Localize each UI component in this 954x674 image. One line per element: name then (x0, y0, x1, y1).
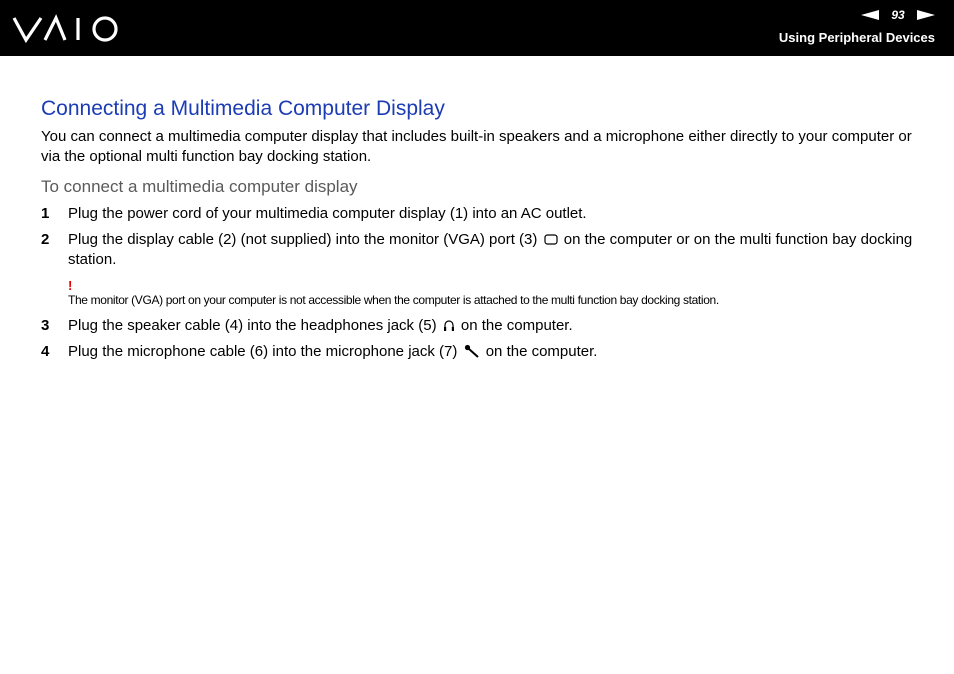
step-text-before: Plug the display cable (2) (not supplied) into the monitor (VGA) port (3) (68, 231, 538, 248)
steps-list (41, 204, 921, 362)
note-block (68, 279, 921, 307)
page-navigation (861, 8, 935, 22)
step-number: 2 (41, 231, 50, 248)
step-text (68, 342, 921, 362)
procedure-subtitle: To connect a multimedia computer display (41, 177, 358, 196)
step-4 (41, 342, 921, 362)
step-3 (41, 316, 921, 336)
monitor-port-icon (544, 234, 558, 246)
step-2 (41, 230, 921, 270)
step-text-before: Plug the speaker cable (4) into the headphones jack (5) (68, 317, 437, 334)
step-text (68, 230, 921, 270)
step-number: 1 (41, 205, 50, 222)
step-text-after: on the computer. (460, 317, 573, 334)
step-text: Plug the power cord of your multimedia computer display (1) into an AC outlet. (68, 205, 587, 222)
previous-page-arrow-icon[interactable] (861, 10, 879, 20)
step-text-after: on the computer. (485, 343, 598, 360)
vaio-logo (12, 14, 122, 44)
next-page-arrow-icon[interactable] (917, 10, 935, 20)
page-number: 93 (891, 8, 905, 22)
step-number: 4 (41, 343, 50, 360)
page-title: Connecting a Multimedia Computer Display (41, 97, 445, 120)
microphone-icon (464, 344, 480, 358)
step-1 (41, 204, 921, 224)
step-text-after: on the computer or on the multi function bay docking station. (68, 231, 913, 268)
main-content (41, 95, 921, 368)
note-text: The monitor (VGA) port on your computer is not accessible when the computer is attached to the multi function bay docking station. (68, 293, 719, 307)
warning-mark: ! (68, 278, 73, 293)
section-title: Using Peripheral Devices (778, 30, 935, 45)
step-text-before: Plug the microphone cable (6) into the microphone jack (7) (68, 343, 458, 360)
step-text (68, 316, 921, 336)
step-number: 3 (41, 317, 50, 334)
headphones-icon (443, 319, 455, 332)
page-header (0, 0, 954, 56)
intro-paragraph: You can connect a multimedia computer display that includes built-in speakers and a microphone either directly to your computer or via the optional multi function bay docking station. (41, 128, 912, 165)
